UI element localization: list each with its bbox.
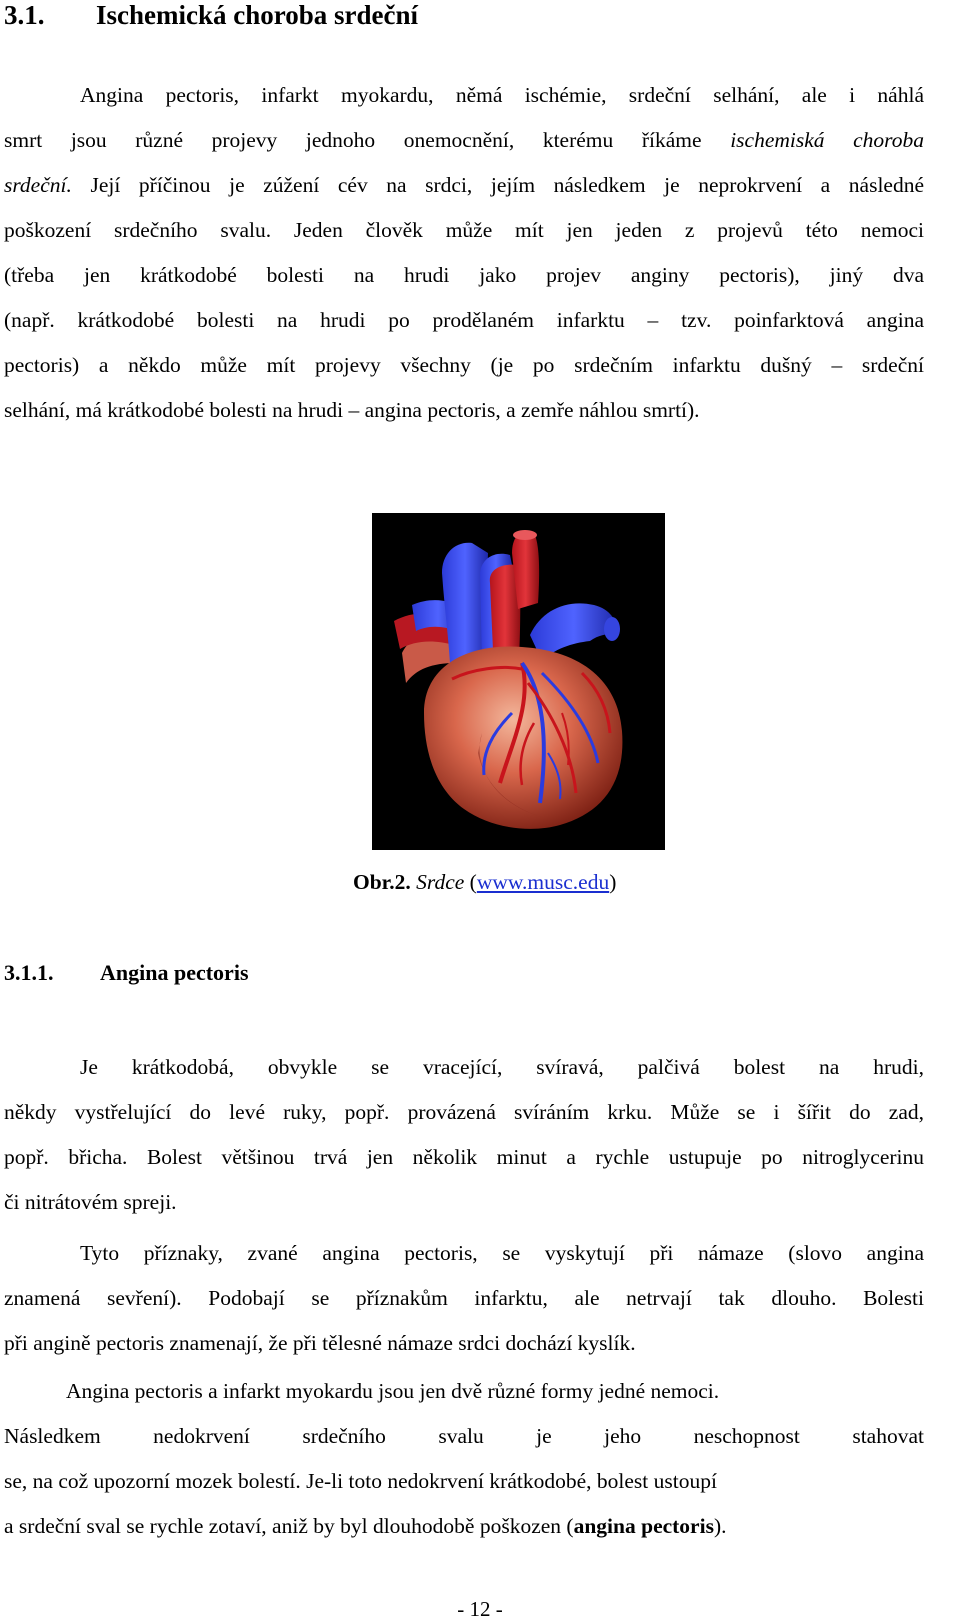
body-line: Tyto příznaky, zvané angina pectoris, se vyskytují při námaze (slovo angina xyxy=(80,1241,924,1265)
body-line: znamená sevření). Podobají se příznakům infarktu, ale netrvají tak dlouho. Bolesti xyxy=(4,1286,924,1310)
caption-label: Obr.2. xyxy=(353,870,411,894)
heart-illustration xyxy=(372,513,665,850)
intro-line: selhání, má krátkodobé bolesti na hrudi – angina pectoris, a zemře náhlou smrtí). xyxy=(4,398,700,422)
section-title: Ischemická choroba srdeční xyxy=(96,0,418,30)
intro-line: srdeční. Její příčinou je zúžení cév na srdci, jejím následkem je neprokrvení a následné xyxy=(4,173,925,197)
intro-line: (třeba jen krátkodobé bolesti na hrudi jako projev anginy pectoris), jiný dva xyxy=(4,263,924,287)
body-line: se, na což upozorní mozek bolestí. Je-li toto nedokrvení krátkodobé, bolest ustoupí xyxy=(4,1469,717,1493)
body-line: či nitrátovém spreji. xyxy=(4,1190,177,1214)
figure-caption: Obr.2. Srdce (www.musc.edu) xyxy=(353,870,617,894)
section-number: 3.1. xyxy=(4,0,45,30)
italic-term: srdeční. xyxy=(4,173,72,197)
body-line: Následkem nedokrvení srdečního svalu je jeho neschopnost stahovat xyxy=(4,1424,924,1448)
subsection-title: Angina pectoris xyxy=(100,960,249,985)
intro-line: Angina pectoris, infarkt myokardu, němá ischémie, srdeční selhání, ale i náhlá xyxy=(80,83,924,107)
intro-paragraph xyxy=(4,73,924,433)
intro-line: pectoris) a někdo může mít projevy všechny (je po srdečním infarktu dušný – srdeční xyxy=(4,353,924,377)
body-line: Je krátkodobá, obvykle se vracející, svíravá, palčivá bolest na hrudi, xyxy=(80,1055,924,1079)
body-line: Angina pectoris a infarkt myokardu jsou jen dvě různé formy jedné nemoci. xyxy=(66,1379,720,1403)
heart-image xyxy=(372,513,665,850)
section-heading xyxy=(4,0,418,30)
intro-line: poškození srdečního svalu. Jeden člověk může mít jen jeden z projevů této nemoci xyxy=(4,218,924,242)
italic-term: ischemiská choroba xyxy=(730,128,924,152)
symptoms-paragraph xyxy=(4,1231,924,1366)
body-line: při angině pectoris znamenají, že při tělesné námaze srdci dochází kyslík. xyxy=(4,1331,636,1355)
source-link[interactable]: www.musc.edu xyxy=(476,870,610,894)
page-number: - 12 - xyxy=(457,1597,503,1621)
definition-paragraph xyxy=(4,1045,924,1225)
subsection-heading xyxy=(4,958,249,988)
body-line: někdy vystřelující do levé ruky, popř. provázená svíráním krku. Může se i šířit do zad, xyxy=(4,1100,924,1124)
body-line: popř. břicha. Bolest většinou trvá jen několik minut a rychle ustupuje po nitroglycerinu xyxy=(4,1145,924,1169)
bold-term: angina pectoris xyxy=(573,1514,714,1538)
subsection-number: 3.1.1. xyxy=(4,960,54,985)
intro-line: (např. krátkodobé bolesti na hrudi po prodělaném infarktu – tzv. poinfarktová angina xyxy=(4,308,924,332)
body-line: a srdeční sval se rychle zotaví, aniž by byl dlouhodobě poškozen (angina pectoris). xyxy=(4,1514,727,1538)
caption-title: Srdce xyxy=(416,870,465,894)
intro-line: smrt jsou různé projevy jednoho onemocnění, kterému říkáme ischemiská choroba xyxy=(4,128,924,152)
forms-paragraph xyxy=(4,1369,924,1549)
